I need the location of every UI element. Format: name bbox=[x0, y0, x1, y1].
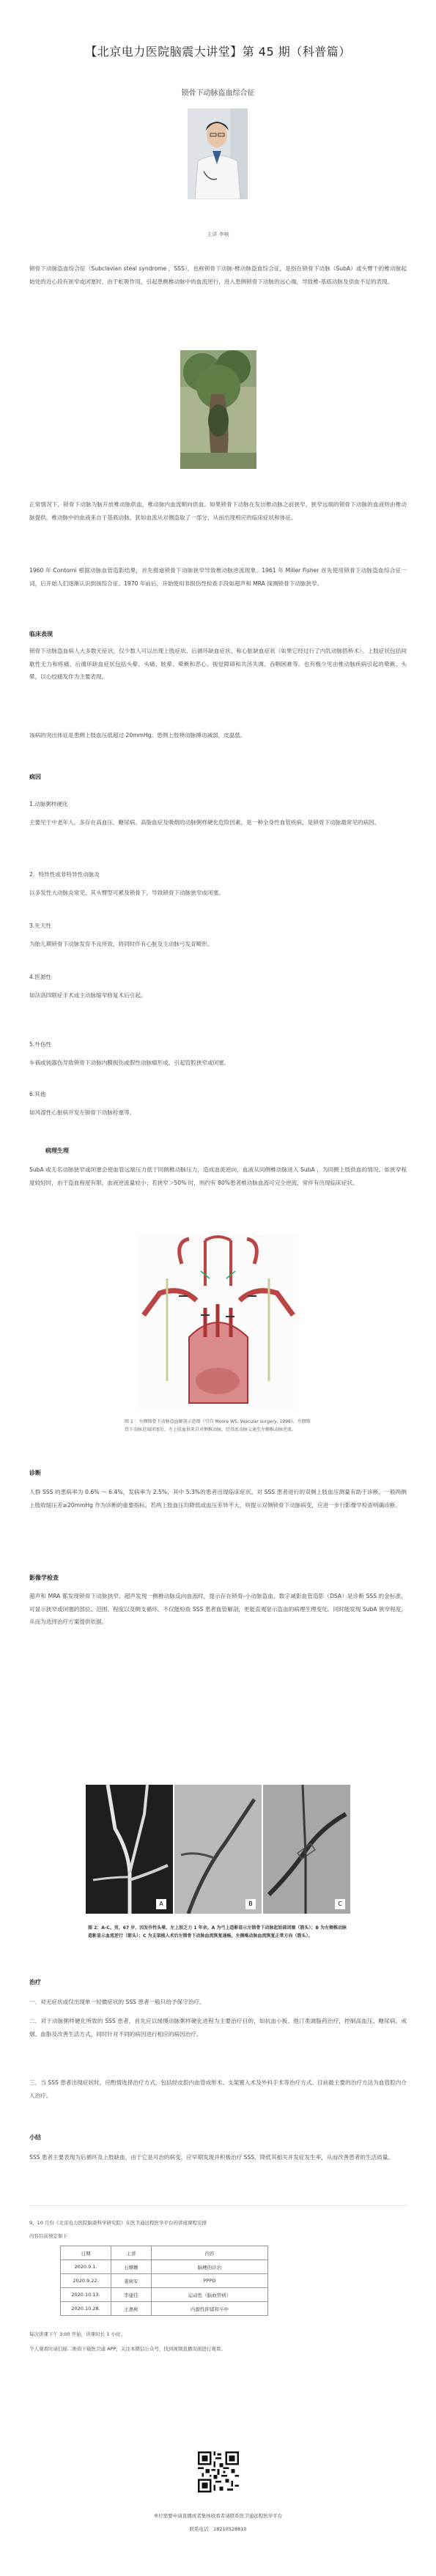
summary-heading: 小结 bbox=[29, 2134, 41, 2141]
row-speaker: 李建佳 bbox=[111, 2288, 152, 2302]
etiology-title-5: 5.外伤性 bbox=[29, 1041, 52, 1048]
column-header-speaker: 主讲 bbox=[111, 2246, 152, 2260]
diagnosis-heading: 诊断 bbox=[29, 1470, 41, 1476]
row-speaker: 石姗姗 bbox=[111, 2260, 152, 2274]
treatment-heading: 治疗 bbox=[29, 1979, 41, 1985]
footer-unit-note: 单位需要申请直播或者集体收看者请联系医卫通远程医学平台 bbox=[153, 2513, 283, 2519]
lecture-schedule-table bbox=[60, 2246, 268, 2316]
tree-photo bbox=[180, 350, 256, 469]
row-date: 2020.9.1. bbox=[61, 2260, 111, 2274]
table-row bbox=[61, 2260, 268, 2274]
summary-paragraph: SSS 患者主要表现为后循环及上肢缺血，由于它是可治的病变，应早期发现并积极治疗 SSS，降低其相关并发症发生率，从而改善患者的生活质量。 bbox=[29, 2154, 393, 2161]
etiology-text-6: 如风湿性心脏病并发左锁骨下动脉栓塞等。 bbox=[29, 1109, 136, 1116]
panel-label-c: C bbox=[335, 1899, 345, 1909]
lecture-table-title: 内容目前预定如下 bbox=[29, 2233, 67, 2239]
panel-label-b: B bbox=[245, 1899, 256, 1909]
table-row bbox=[61, 2302, 268, 2316]
clinical-paragraph-2: 该病的突出体征是患侧上肢血压低超过 20mmHg。患侧上肢桡动脉搏动减弱，皮温低。 bbox=[29, 732, 246, 739]
clinical-paragraph-1: 锁骨下动脉盗血病人大多数无症状，仅少数人可以出现上肢症状、后循环缺血症状、和心脏缺血症状（如果它经过行了内乳动脉搭桥术）。上肢症状包括间歇性无力和疼痛、后循环缺血症状包括头晕、头痛、眩晕、晕厥和恶心、视觉障碍和共济失调、吞咽困难等。也有极少见由椎动脉疾病引起的晕厥、头晕，以心绞痛发作为主要表现。 bbox=[29, 648, 407, 680]
article-subtitle: 锁骨下动脉盗血综合征 bbox=[181, 89, 255, 97]
row-topic: 运动性（脑血管病） bbox=[152, 2288, 268, 2302]
imaging-paragraph: 超声和 MRA 都发现锁骨下动脉狭窄。超声发现一侧椎动脉反向血流时，提示存在锁骨-小动脉盗血。数字减影血管造影（DSA）是诊断 SSS 的金标准，可显示狭窄或闭塞的部位、范围、程度以及侧支循环。不仅能检查 SSS 患者血管解剖，更能直观显示盗血的病理生理变化。同时能发现 SubA 狭窄程度，从而为选择治疗方案提供依据。 bbox=[29, 1593, 407, 1625]
angiography-figure bbox=[86, 1785, 350, 1914]
etiology-text-2: 以多发性大动脉炎常见，其头臂型可累及锁骨下，导致锁骨下动脉狭窄或闭塞。 bbox=[29, 889, 224, 896]
etiology-title-4: 4.医源性 bbox=[29, 974, 52, 980]
column-header-date: 日期 bbox=[61, 2246, 111, 2260]
table-header-row bbox=[61, 2246, 268, 2260]
anatomy-figure bbox=[138, 1235, 298, 1410]
row-topic: 内源性抑郁和卒中 bbox=[152, 2302, 268, 2316]
table-row bbox=[61, 2274, 268, 2288]
column-header-topic: 内容 bbox=[152, 2246, 268, 2260]
etiology-text-4: 如法洛四联症手术或主动脉缩窄修复术后引起。 bbox=[29, 992, 147, 999]
intro-paragraph-1: 锁骨下动脉盗血综合征（Subclavian steal syndrome ，SSS），也称锁骨下动脉-椎动脉盗血综合征，是指在锁骨下动脉（SubA）或头臂干的椎动脉起始处的近心段有狭窄或闭塞时，由于虹吸作用，引起患侧椎动脉中的血流逆行，进入患侧锁骨下动脉的远心端，导致椎-基底动脉及供血不足的表现。 bbox=[29, 265, 407, 285]
row-date: 2020.10.13. bbox=[61, 2288, 111, 2302]
section-divider bbox=[29, 2205, 407, 2206]
lecture-notice-intro: 9、10 月份《北京电力医院脑震科学研究院》在医卫通远程医学平台的讲座课程安排 bbox=[29, 2220, 207, 2226]
imaging-heading: 影像学检查 bbox=[29, 1574, 59, 1581]
etiology-text-5: 车祸或钝器伤导致锁骨下动脉内膜损伤或假性动脉瘤形成，引起管腔狭窄或闭塞。 bbox=[29, 1059, 230, 1066]
row-speaker: 王惠彬 bbox=[111, 2302, 152, 2316]
row-topic: PPPD bbox=[152, 2274, 268, 2288]
row-topic: 脑梗的诊治 bbox=[152, 2260, 268, 2274]
footer-phone: 联系电话：18210528810 bbox=[189, 2526, 247, 2532]
etiology-title-6: 6.其他 bbox=[29, 1091, 46, 1098]
speaker-portrait bbox=[188, 108, 248, 199]
qr-code-icon[interactable] bbox=[198, 2451, 239, 2492]
row-speaker: 姜树军 bbox=[111, 2274, 152, 2288]
row-date: 2020.10.28. bbox=[61, 2302, 111, 2316]
intro-paragraph-3: 1960 年 Contorni 根据动脉血管造影结果，首先报道锁骨下动脉狭窄导致椎动脉逆流现象。1961 年 Miller Fisher 首先使用锁骨下动脉盗血综合征一词，后开始人们逐渐认识到该综合征。1970 年前后，开始使用非损伤性检查手段如超声和 MRA 探测锁骨下动脉狭窄。 bbox=[29, 567, 407, 587]
treatment-item-3: 三．当 SSS 患者出现症状时，应酌情选择治疗方式，包括经皮腔内血管成形术、支架置入术及外科手术等治疗方式。目前最主要的治疗方法为血管腔内介入治疗。 bbox=[29, 2079, 407, 2099]
etiology-text-1: 主要见于中老年人，多存在高血压、糖尿病、高脂血症及吸烟的动脉粥样硬化危险因素，是一种全身性血管疾病，是锁骨下动脉最常见的病因。 bbox=[29, 819, 380, 826]
clinical-heading: 临床表现 bbox=[29, 631, 53, 637]
panel-label-a: A bbox=[156, 1899, 166, 1909]
row-date: 2020.9.22. bbox=[61, 2274, 111, 2288]
intro-paragraph-2: 正常情况下，锁骨下动脉为脑开放椎动脉供血，椎动脉内血流顺向供血。如果锁骨下动脉在发出椎动脉之前狭窄，狭窄远端的锁骨下动脉的血液则由椎动脉提供，椎动脉中的血液来自于基底动脉，犹如血流从对侧盗取了一部分，从而出现相应的临床症状和体征。 bbox=[29, 501, 407, 521]
etiology-heading: 病因 bbox=[29, 774, 41, 780]
treatment-item-2: 二．对于动脉粥样硬化所致的 SSS 患者，首先应以缓慢动脉粥样硬化进程为主要治疗目的，如抗血小板、他汀类调脂药治疗，控制高血压、糖尿病，戒烟、血脂及改善生活方式，同时针对不同的病因进行相应的病因治疗。 bbox=[29, 2018, 407, 2038]
pathophysiology-paragraph: SubA 或无名动脉狭窄或闭塞会使血管远端压力低于同侧椎动脉压力，造成血流逆向，血液从同侧椎动脉进入 SubA ，为同侧上肢供血的情况。如狭窄程度较轻时，由于盗血程度有限，血液逆流量较小；若狭窄＞50% 时，则约有 80%患者椎动脉血流可完全逆流，常伴有出现临床症状。 bbox=[29, 1166, 407, 1186]
etiology-title-2: 2．特异性或非特异性动脉炎 bbox=[29, 871, 100, 878]
lecture-join-note: 个人观看时请扫描二维码下载医卫通 APP，关注本微信公众号，找到视频直播页面进行观看。 bbox=[29, 2346, 226, 2352]
article-title: 【北京电力医院脑震大讲堂】第 45 期（科普篇） bbox=[85, 45, 351, 59]
etiology-title-1: 1.动脉粥样硬化 bbox=[29, 801, 68, 807]
treatment-item-1: 一．对无症状或仅出现单一轻微症状的 SSS 患者一般只给予保守治疗。 bbox=[29, 1999, 205, 2005]
pathophysiology-heading: 病理生理 bbox=[45, 1147, 69, 1154]
lecture-time-note: 每次讲课下午 3:00 开始，讲课时长 1 小时。 bbox=[29, 2331, 125, 2337]
etiology-title-3: 3.先天性 bbox=[29, 922, 52, 929]
anatomy-figure-caption: 图 1 ：左侧锁骨下动脉盗血解剖示意图（引自 Moore WS, Vascular surgery, 1998）。左侧锁骨下动脉近端闭塞后，左上肢血供来自对侧椎动脉，经基底动脉交通至左侧椎动脉逆流。 bbox=[125, 1419, 311, 1432]
speaker-byline: 主讲 李响 bbox=[207, 232, 229, 237]
table-row bbox=[61, 2288, 268, 2302]
angiography-figure-caption: 图 2：A-C。男，67 岁，因发作性头晕、左上肢乏力 1 年余。A 为弓上造影显示左锁骨下动脉起始部闭塞（箭头）；B 为左侧椎动脉造影显示血流逆行（箭头）；C 为支架植入术后左锁骨下动脉血流恢复通畅，左侧椎动脉血流恢复正常方向（箭头）。 bbox=[88, 1925, 347, 1939]
etiology-text-3: 为胎儿期锁骨下动脉发育不良所致，将同时伴有心脏及主动脉弓发育畸形。 bbox=[29, 941, 213, 947]
diagnosis-paragraph: 人群 SSS 的患病率为 0.6% ～ 6.4%，发病率为 2.5%，其中 5.3%的患者出现临床症状。对 SSS 患者进行的双侧上肢血压测量有助于诊断，一般两侧上肢收缩压差≥20mmHg 作为诊断的重要指标。若两上肢血压均降低或血压差异不大，则提示双侧锁骨下动脉病变，应进一步行影像学检查明确诊断。 bbox=[29, 1489, 407, 1509]
